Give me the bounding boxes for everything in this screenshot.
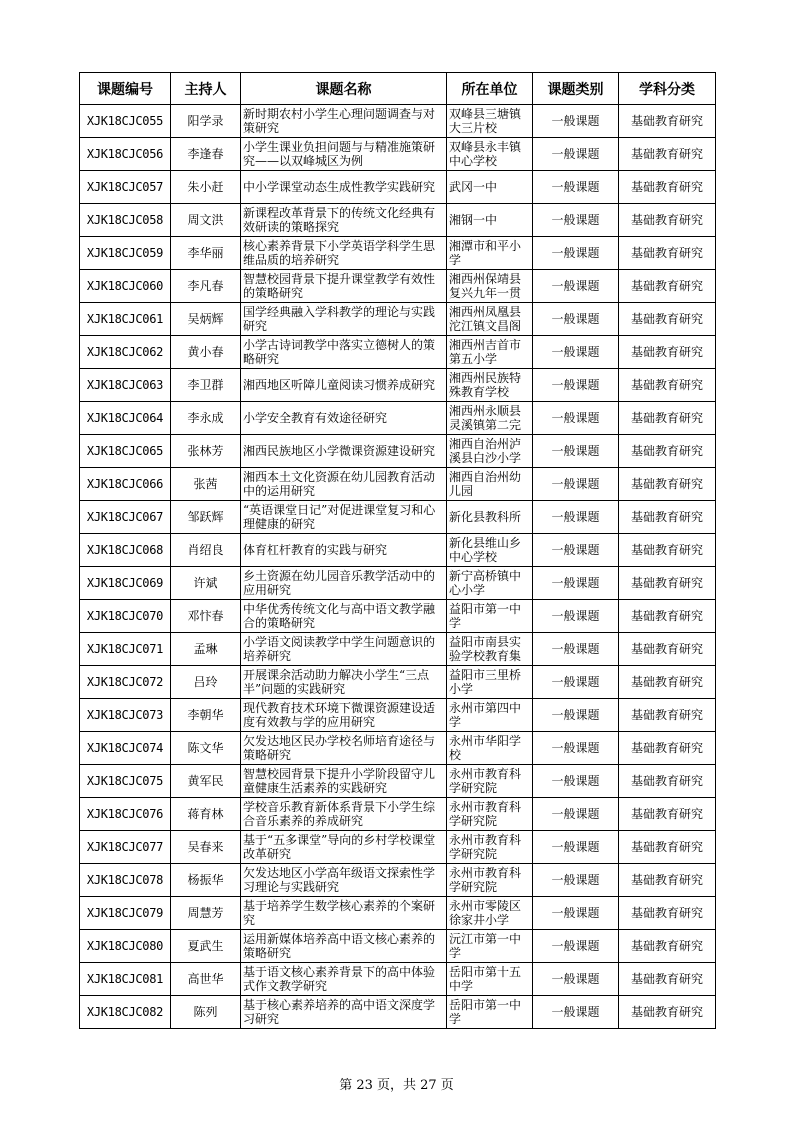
unit-cell-text: 湘钢一中: [449, 212, 498, 227]
project-title-cell: [241, 963, 447, 996]
host-cell: 蒋育林: [171, 798, 241, 831]
unit-cell-text: 新化县教科所: [449, 509, 522, 524]
host-cell: 陈文华: [171, 732, 241, 765]
project-code-cell: XJK18CJC069: [80, 567, 171, 600]
project-title-cell-text: 现代教育技术环境下微课资源建设适度有效教与学的应用研究: [243, 700, 436, 729]
project-title-cell-text: 智慧校园背景下提升小学阶段留守儿童健康生活素养的实践研究: [243, 766, 436, 795]
category-cell: 一般课题: [533, 666, 619, 699]
project-code-cell: XJK18CJC062: [80, 336, 171, 369]
project-code-cell: XJK18CJC065: [80, 435, 171, 468]
category-cell: 一般课题: [533, 369, 619, 402]
unit-cell: [447, 567, 533, 600]
category-cell: 一般课题: [533, 138, 619, 171]
host-cell: 黄军民: [171, 765, 241, 798]
subject-cell: 基础教育研究: [619, 666, 716, 699]
category-cell: 一般课题: [533, 501, 619, 534]
project-title-cell: [241, 303, 447, 336]
project-title-cell: [241, 138, 447, 171]
unit-cell: [447, 534, 533, 567]
table-row: [80, 864, 716, 897]
project-title-cell-text: 中华优秀传统文化与高中语文教学融合的策略研究: [243, 601, 436, 630]
unit-cell-text: 永州市零陵区徐家井小学: [449, 898, 522, 927]
unit-cell: [447, 369, 533, 402]
project-title-cell: [241, 666, 447, 699]
project-title-cell: [241, 996, 447, 1029]
project-title-cell-text: 欠发达地区民办学校名师培育途径与策略研究: [243, 733, 436, 762]
table-row: [80, 633, 716, 666]
project-title-cell-text: 运用新媒体培养高中语文核心素养的策略研究: [243, 931, 436, 960]
subject-cell: 基础教育研究: [619, 138, 716, 171]
table-row: [80, 501, 716, 534]
table-row: [80, 600, 716, 633]
project-title-cell-text: 核心素养背景下小学英语学科学生思维品质的培养研究: [243, 238, 436, 267]
subject-cell: 基础教育研究: [619, 567, 716, 600]
subject-cell: 基础教育研究: [619, 831, 716, 864]
project-code-cell: XJK18CJC060: [80, 270, 171, 303]
subject-cell: 基础教育研究: [619, 963, 716, 996]
table-row: [80, 303, 716, 336]
unit-cell-text: 永州市教育科学研究院: [449, 832, 522, 861]
header-unit: 所在单位: [447, 73, 533, 105]
category-cell: 一般课题: [533, 336, 619, 369]
host-cell: 吕玲: [171, 666, 241, 699]
table-row: [80, 963, 716, 996]
project-title-cell-text: 新时期农村小学生心理问题调查与对策研究: [243, 106, 436, 135]
project-code-cell: XJK18CJC070: [80, 600, 171, 633]
host-cell: 李华丽: [171, 237, 241, 270]
project-code-cell: XJK18CJC072: [80, 666, 171, 699]
category-cell: 一般课题: [533, 831, 619, 864]
table-row: [80, 897, 716, 930]
host-cell: 李永成: [171, 402, 241, 435]
project-title-cell: [241, 897, 447, 930]
unit-cell: [447, 831, 533, 864]
project-title-cell: [241, 864, 447, 897]
project-code-cell: XJK18CJC064: [80, 402, 171, 435]
category-cell: 一般课题: [533, 402, 619, 435]
project-title-cell-text: 新课程改革背景下的传统文化经典有效研读的策略探究: [243, 205, 436, 234]
unit-cell-text: 永州市教育科学研究院: [449, 865, 522, 894]
unit-cell-text: 湘西自治州幼儿园: [449, 469, 522, 498]
unit-cell: [447, 897, 533, 930]
unit-cell: [447, 633, 533, 666]
project-code-cell: XJK18CJC058: [80, 204, 171, 237]
table-row: [80, 534, 716, 567]
subject-cell: 基础教育研究: [619, 270, 716, 303]
unit-cell: [447, 600, 533, 633]
host-cell: 朱小赶: [171, 171, 241, 204]
category-cell: 一般课题: [533, 435, 619, 468]
project-title-cell: [241, 171, 447, 204]
unit-cell: [447, 930, 533, 963]
host-cell: 陈列: [171, 996, 241, 1029]
unit-cell-text: 湘西自治州泸溪县白沙小学: [449, 436, 522, 465]
unit-cell-text: 湘潭市和平小学: [449, 238, 522, 267]
project-code-cell: XJK18CJC079: [80, 897, 171, 930]
unit-cell-text: 武冈一中: [449, 179, 498, 194]
subject-cell: 基础教育研究: [619, 930, 716, 963]
project-title-cell: [241, 270, 447, 303]
category-cell: 一般课题: [533, 171, 619, 204]
category-cell: 一般课题: [533, 567, 619, 600]
project-code-cell: XJK18CJC061: [80, 303, 171, 336]
project-title-cell-text: 欠发达地区小学高年级语文探索性学习理论与实践研究: [243, 865, 436, 894]
project-title-cell-text: 小学安全教育有效途径研究: [243, 410, 388, 425]
unit-cell: [447, 864, 533, 897]
subject-cell: 基础教育研究: [619, 897, 716, 930]
category-cell: 一般课题: [533, 600, 619, 633]
project-code-cell: XJK18CJC059: [80, 237, 171, 270]
category-cell: 一般课题: [533, 270, 619, 303]
project-title-cell: [241, 369, 447, 402]
table-row: [80, 699, 716, 732]
unit-cell-text: 岳阳市第一中学: [449, 997, 522, 1026]
table-row: [80, 105, 716, 138]
subject-cell: 基础教育研究: [619, 303, 716, 336]
table-row: [80, 831, 716, 864]
project-title-cell-text: 基于核心素养培养的高中语文深度学习研究: [243, 997, 436, 1026]
category-cell: 一般课题: [533, 633, 619, 666]
unit-cell-text: 湘西州保靖县复兴九年一贯: [449, 271, 522, 300]
unit-cell: [447, 666, 533, 699]
project-title-cell: [241, 732, 447, 765]
unit-cell: [447, 435, 533, 468]
project-title-cell-text: 中小学课堂动态生成性教学实践研究: [243, 179, 436, 194]
project-title-cell-text: 智慧校园背景下提升课堂教学有效性的策略研究: [243, 271, 436, 300]
project-title-cell-text: 基于“五多课堂”导向的乡村学校课堂改革研究: [243, 832, 436, 861]
unit-cell: [447, 336, 533, 369]
unit-cell-text: 永州市华阳学校: [449, 733, 522, 762]
project-title-cell: [241, 468, 447, 501]
subject-cell: 基础教育研究: [619, 864, 716, 897]
project-title-cell: [241, 402, 447, 435]
host-cell: 孟琳: [171, 633, 241, 666]
header-subject: 学科分类: [619, 73, 716, 105]
subject-cell: 基础教育研究: [619, 204, 716, 237]
category-cell: 一般课题: [533, 798, 619, 831]
project-title-cell: [241, 633, 447, 666]
subject-cell: 基础教育研究: [619, 996, 716, 1029]
project-code-cell: XJK18CJC074: [80, 732, 171, 765]
table-row: [80, 402, 716, 435]
host-cell: 杨振华: [171, 864, 241, 897]
table-row: [80, 270, 716, 303]
project-code-cell: XJK18CJC071: [80, 633, 171, 666]
project-title-cell-text: 基于语文核心素养背景下的高中体验式作文教学研究: [243, 964, 436, 993]
host-cell: 李逢春: [171, 138, 241, 171]
table-row: [80, 666, 716, 699]
project-code-cell: XJK18CJC076: [80, 798, 171, 831]
project-title-cell-text: 小学生课业负担问题与与精准施策研究——以双峰城区为例: [243, 139, 436, 168]
unit-cell-text: 湘西州民族特殊教育学校: [449, 370, 522, 399]
table-row: [80, 336, 716, 369]
unit-cell-text: 益阳市南县实验学校教育集: [449, 634, 522, 663]
host-cell: 黄小春: [171, 336, 241, 369]
project-title-cell-text: 小学古诗词教学中落实立德树人的策略研究: [243, 337, 436, 366]
project-title-cell-text: 小学语文阅读教学中学生问题意识的培养研究: [243, 634, 436, 663]
project-code-cell: XJK18CJC077: [80, 831, 171, 864]
project-code-cell: XJK18CJC075: [80, 765, 171, 798]
unit-cell-text: 沅江市第一中学: [449, 931, 522, 960]
project-code-cell: XJK18CJC063: [80, 369, 171, 402]
unit-cell: [447, 501, 533, 534]
unit-cell-text: 岳阳市第十五中学: [449, 964, 522, 993]
unit-cell: [447, 204, 533, 237]
subject-cell: 基础教育研究: [619, 501, 716, 534]
category-cell: 一般课题: [533, 897, 619, 930]
host-cell: 吴炳辉: [171, 303, 241, 336]
table-row: [80, 171, 716, 204]
table-row: [80, 237, 716, 270]
table-row: [80, 204, 716, 237]
project-title-cell-text: 体育杠杆教育的实践与研究: [243, 542, 388, 557]
unit-cell: [447, 699, 533, 732]
subject-cell: 基础教育研究: [619, 798, 716, 831]
project-title-cell: [241, 336, 447, 369]
project-title-cell-text: 基于培养学生数学核心素养的个案研究: [243, 898, 436, 927]
header-project-title: 课题名称: [241, 73, 447, 105]
host-cell: 周慧芳: [171, 897, 241, 930]
unit-cell-text: 新宁高桥镇中心小学: [449, 568, 522, 597]
project-table: [79, 72, 716, 1029]
project-title-cell-text: 湘西民族地区小学微课资源建设研究: [243, 443, 436, 458]
table-row: [80, 369, 716, 402]
project-title-cell: [241, 435, 447, 468]
subject-cell: 基础教育研究: [619, 534, 716, 567]
unit-cell-text: 益阳市三里桥小学: [449, 667, 522, 696]
unit-cell: [447, 732, 533, 765]
project-code-cell: XJK18CJC057: [80, 171, 171, 204]
category-cell: 一般课题: [533, 765, 619, 798]
project-title-cell: [241, 237, 447, 270]
table-body: [80, 105, 716, 1029]
project-title-cell-text: 学校音乐教育新体系背景下小学生综合音乐素养的养成研究: [243, 799, 436, 828]
unit-cell-text: 双峰县永丰镇中心学校: [449, 139, 522, 168]
host-cell: 吴春来: [171, 831, 241, 864]
unit-cell: [447, 171, 533, 204]
unit-cell-text: 永州市教育科学研究院: [449, 766, 522, 795]
host-cell: 高世华: [171, 963, 241, 996]
host-cell: 张茜: [171, 468, 241, 501]
unit-cell: [447, 237, 533, 270]
table-row: [80, 996, 716, 1029]
subject-cell: 基础教育研究: [619, 237, 716, 270]
project-title-cell: [241, 699, 447, 732]
unit-cell: [447, 270, 533, 303]
host-cell: 李朝华: [171, 699, 241, 732]
header-project-code: 课题编号: [80, 73, 171, 105]
table-row: [80, 138, 716, 171]
table-row: [80, 732, 716, 765]
project-title-cell: [241, 567, 447, 600]
category-cell: 一般课题: [533, 930, 619, 963]
subject-cell: 基础教育研究: [619, 435, 716, 468]
project-code-cell: XJK18CJC066: [80, 468, 171, 501]
project-code-cell: XJK18CJC067: [80, 501, 171, 534]
category-cell: 一般课题: [533, 204, 619, 237]
project-title-cell-text: 湘西本土文化资源在幼儿园教育活动中的运用研究: [243, 469, 436, 498]
host-cell: 肖绍良: [171, 534, 241, 567]
project-code-cell: XJK18CJC073: [80, 699, 171, 732]
unit-cell: [447, 402, 533, 435]
table-row: [80, 435, 716, 468]
project-code-cell: XJK18CJC078: [80, 864, 171, 897]
unit-cell-text: 永州市第四中学: [449, 700, 522, 729]
project-title-cell-text: 开展课余活动助力解决小学生“三点半”问题的实践研究: [243, 667, 430, 696]
subject-cell: 基础教育研究: [619, 336, 716, 369]
host-cell: 周文洪: [171, 204, 241, 237]
header-category: 课题类别: [533, 73, 619, 105]
project-title-cell: [241, 105, 447, 138]
header-host: 主持人: [171, 73, 241, 105]
header-row: [80, 73, 716, 105]
subject-cell: 基础教育研究: [619, 369, 716, 402]
host-cell: 邓忭春: [171, 600, 241, 633]
unit-cell: [447, 138, 533, 171]
host-cell: 张林芳: [171, 435, 241, 468]
subject-cell: 基础教育研究: [619, 105, 716, 138]
unit-cell: [447, 963, 533, 996]
project-title-cell: [241, 798, 447, 831]
project-title-cell-text: 湘西地区听障儿童阅读习惯养成研究: [243, 377, 436, 392]
subject-cell: 基础教育研究: [619, 600, 716, 633]
table-row: [80, 567, 716, 600]
host-cell: 阳学录: [171, 105, 241, 138]
project-title-cell-text: 乡土资源在幼儿园音乐教学活动中的应用研究: [243, 568, 436, 597]
subject-cell: 基础教育研究: [619, 468, 716, 501]
subject-cell: 基础教育研究: [619, 699, 716, 732]
unit-cell: [447, 798, 533, 831]
project-code-cell: XJK18CJC082: [80, 996, 171, 1029]
unit-cell-text: 湘西州凤凰县沱江镇文昌阁: [449, 304, 522, 333]
host-cell: 邹跃辉: [171, 501, 241, 534]
table-row: [80, 930, 716, 963]
project-title-cell-text: “英语课堂日记”对促进课堂复习和心理健康的研究: [243, 502, 436, 531]
project-title-cell: [241, 765, 447, 798]
table-row: [80, 468, 716, 501]
host-cell: 夏武生: [171, 930, 241, 963]
unit-cell: [447, 765, 533, 798]
category-cell: 一般课题: [533, 468, 619, 501]
subject-cell: 基础教育研究: [619, 633, 716, 666]
unit-cell-text: 湘西州吉首市第五小学: [449, 337, 522, 366]
category-cell: 一般课题: [533, 996, 619, 1029]
page-number: 第 23 页，共 27 页: [339, 1078, 454, 1093]
category-cell: 一般课题: [533, 963, 619, 996]
category-cell: 一般课题: [533, 534, 619, 567]
project-code-cell: XJK18CJC068: [80, 534, 171, 567]
unit-cell: [447, 105, 533, 138]
project-code-cell: XJK18CJC056: [80, 138, 171, 171]
project-code-cell: XJK18CJC081: [80, 963, 171, 996]
unit-cell-text: 益阳市第一中学: [449, 601, 522, 630]
category-cell: 一般课题: [533, 732, 619, 765]
subject-cell: 基础教育研究: [619, 765, 716, 798]
category-cell: 一般课题: [533, 105, 619, 138]
project-code-cell: XJK18CJC055: [80, 105, 171, 138]
category-cell: 一般课题: [533, 237, 619, 270]
host-cell: 李卫群: [171, 369, 241, 402]
subject-cell: 基础教育研究: [619, 171, 716, 204]
project-title-cell: [241, 930, 447, 963]
project-code-cell: XJK18CJC080: [80, 930, 171, 963]
project-title-cell: [241, 534, 447, 567]
table-row: [80, 765, 716, 798]
project-title-cell: [241, 204, 447, 237]
project-title-cell: [241, 831, 447, 864]
category-cell: 一般课题: [533, 303, 619, 336]
unit-cell: [447, 303, 533, 336]
host-cell: 许斌: [171, 567, 241, 600]
subject-cell: 基础教育研究: [619, 732, 716, 765]
unit-cell-text: 永州市教育科学研究院: [449, 799, 522, 828]
category-cell: 一般课题: [533, 864, 619, 897]
unit-cell-text: 湘西州永顺县灵溪镇第二完: [449, 403, 522, 432]
project-title-cell: [241, 501, 447, 534]
unit-cell-text: 双峰县三塘镇大三片校: [449, 106, 522, 135]
project-title-cell-text: 国学经典融入学科教学的理论与实践研究: [243, 304, 436, 333]
unit-cell: [447, 468, 533, 501]
subject-cell: 基础教育研究: [619, 402, 716, 435]
unit-cell-text: 新化县维山乡中心学校: [449, 535, 522, 564]
unit-cell: [447, 996, 533, 1029]
category-cell: 一般课题: [533, 699, 619, 732]
host-cell: 李凡春: [171, 270, 241, 303]
project-title-cell: [241, 600, 447, 633]
table-row: [80, 798, 716, 831]
